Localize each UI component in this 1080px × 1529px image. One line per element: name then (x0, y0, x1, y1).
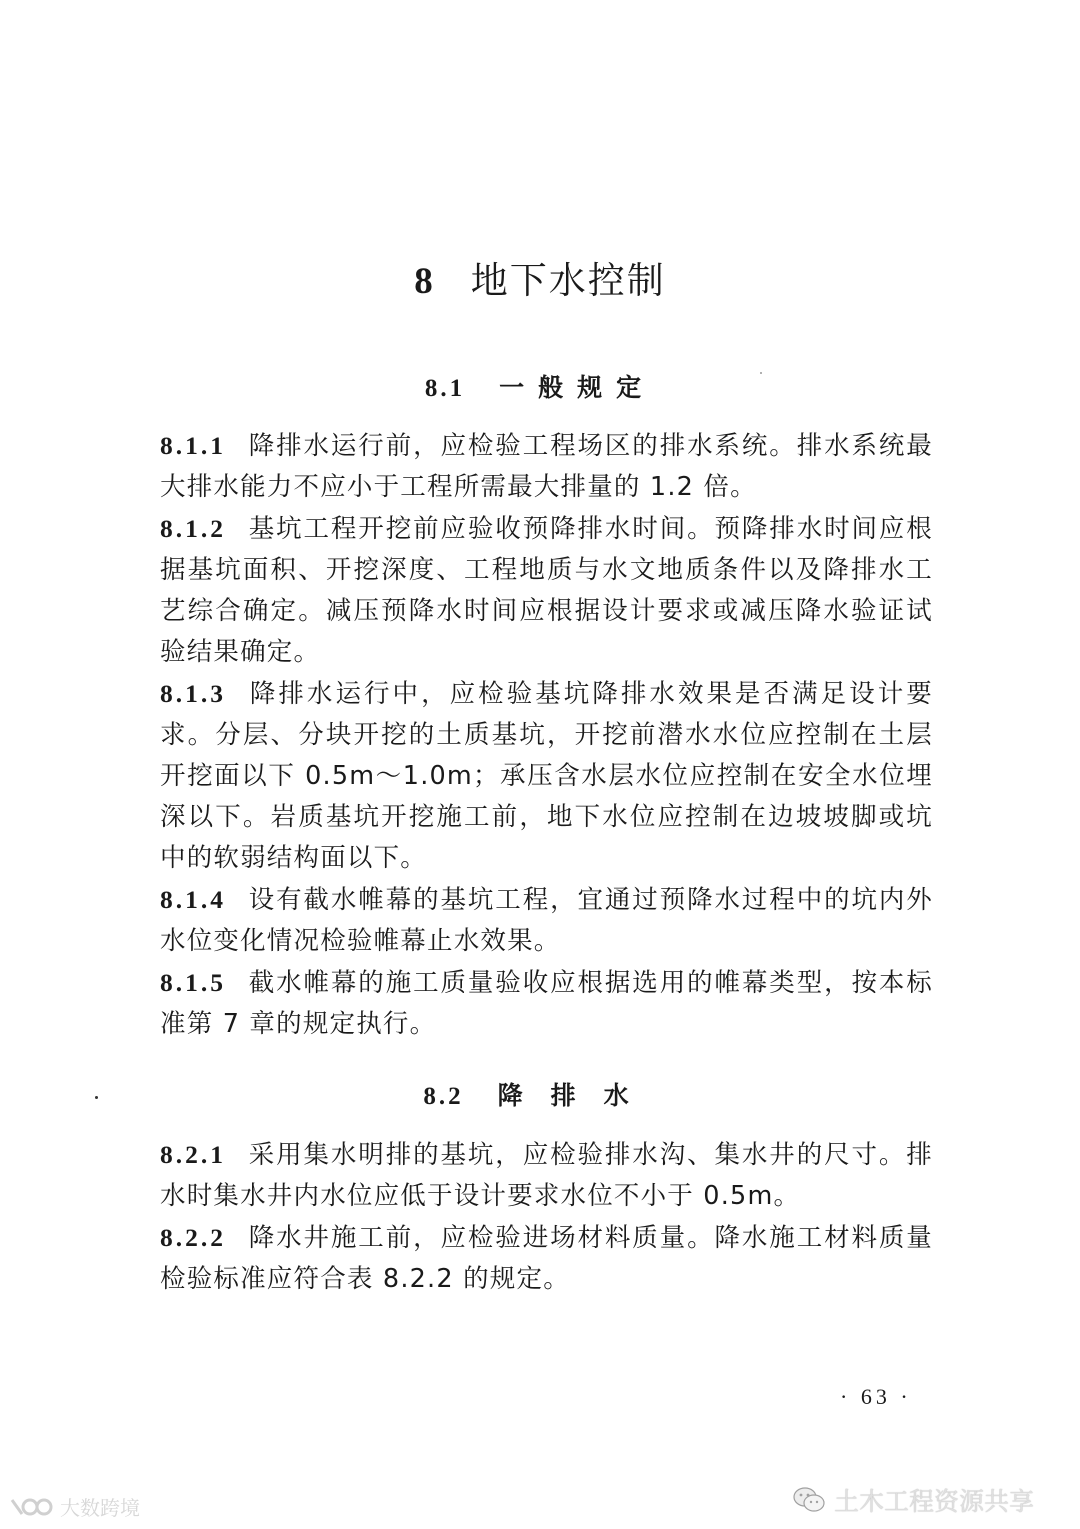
chapter-title (0, 250, 1080, 304)
section-title: 一般规定 (499, 373, 656, 402)
clause-number: 8.1.5 (160, 968, 226, 997)
clause-8-1-2 (160, 508, 933, 673)
clause-8-2-1 (160, 1134, 933, 1217)
clause-text: 截水帷幕的施工质量验收应根据选用的帷幕类型，按本标准第 7 章的规定执行。 (160, 968, 933, 1039)
section-number: 8.2 (423, 1083, 464, 1110)
clause-text: 采用集水明排的基坑，应检验排水沟、集水井的尺寸。排水时集水井内水位应低于设计要求水位不小于 0.5m。 (160, 1140, 933, 1211)
section-number: 8.1 (424, 375, 466, 402)
clause-number: 8.1.1 (160, 431, 226, 460)
clause-8-1-3 (160, 673, 933, 879)
section-heading-8-2 (0, 1076, 1080, 1112)
clause-text: 基坑工程开挖前应验收预降排水时间。预降排水时间应根据基坑面积、开挖深度、工程地质与水文地质条件以及降排水工艺综合确定。减压预降水时间应根据设计要求或减压降水验证试验结果确定。 (160, 514, 933, 667)
watermark-right-text: 土木工程资源共享 (834, 1487, 1035, 1516)
section-8-1-body (160, 425, 933, 1045)
clause-8-1-5 (160, 962, 933, 1045)
clause-8-1-1 (160, 425, 933, 508)
clause-number: 8.2.1 (160, 1140, 226, 1169)
watermark-logo-icon (8, 1494, 54, 1520)
clause-text: 降排水运行中，应检验基坑降排水效果是否满足设计要求。分层、分块开挖的土质基坑，开挖前潜水水位应控制在土层开挖面以下 0.5m～1.0m；承压含水层水位应控制在安全水位埋深以下。岩质基坑开挖施工前，地下水位应控制在边坡坡脚或坑中的软弱结构面以下。 (160, 679, 933, 873)
watermark-left (8, 1492, 140, 1521)
clause-number: 8.1.4 (160, 885, 226, 914)
clause-number: 8.1.3 (160, 679, 226, 708)
wechat-icon (792, 1485, 826, 1515)
chapter-number: 8 (414, 261, 435, 302)
section-title: 降排水 (497, 1081, 657, 1110)
scan-speck (95, 1096, 98, 1099)
clause-text: 降水井施工前，应检验进场材料质量。降水施工材料质量检验标准应符合表 8.2.2 的规定。 (160, 1223, 933, 1294)
clause-text: 设有截水帷幕的基坑工程，宜通过预降水过程中的坑内外水位变化情况检验帷幕止水效果。 (160, 885, 933, 956)
section-8-2-body (160, 1134, 933, 1300)
clause-8-1-4 (160, 879, 933, 962)
scan-speck (760, 372, 762, 374)
clause-8-2-2 (160, 1217, 933, 1300)
section-heading-8-1 (0, 368, 1080, 404)
watermark-left-text: 大数跨境 (60, 1496, 140, 1520)
chapter-title-text: 地下水控制 (470, 259, 666, 302)
watermark-right (792, 1482, 1034, 1518)
clause-number: 8.2.2 (160, 1223, 226, 1252)
clause-text: 降排水运行前，应检验工程场区的排水系统。排水系统最大排水能力不应小于工程所需最大排量的 1.2 倍。 (160, 431, 933, 502)
page-number: · 63 · (840, 1384, 912, 1409)
clause-number: 8.1.2 (160, 514, 226, 543)
